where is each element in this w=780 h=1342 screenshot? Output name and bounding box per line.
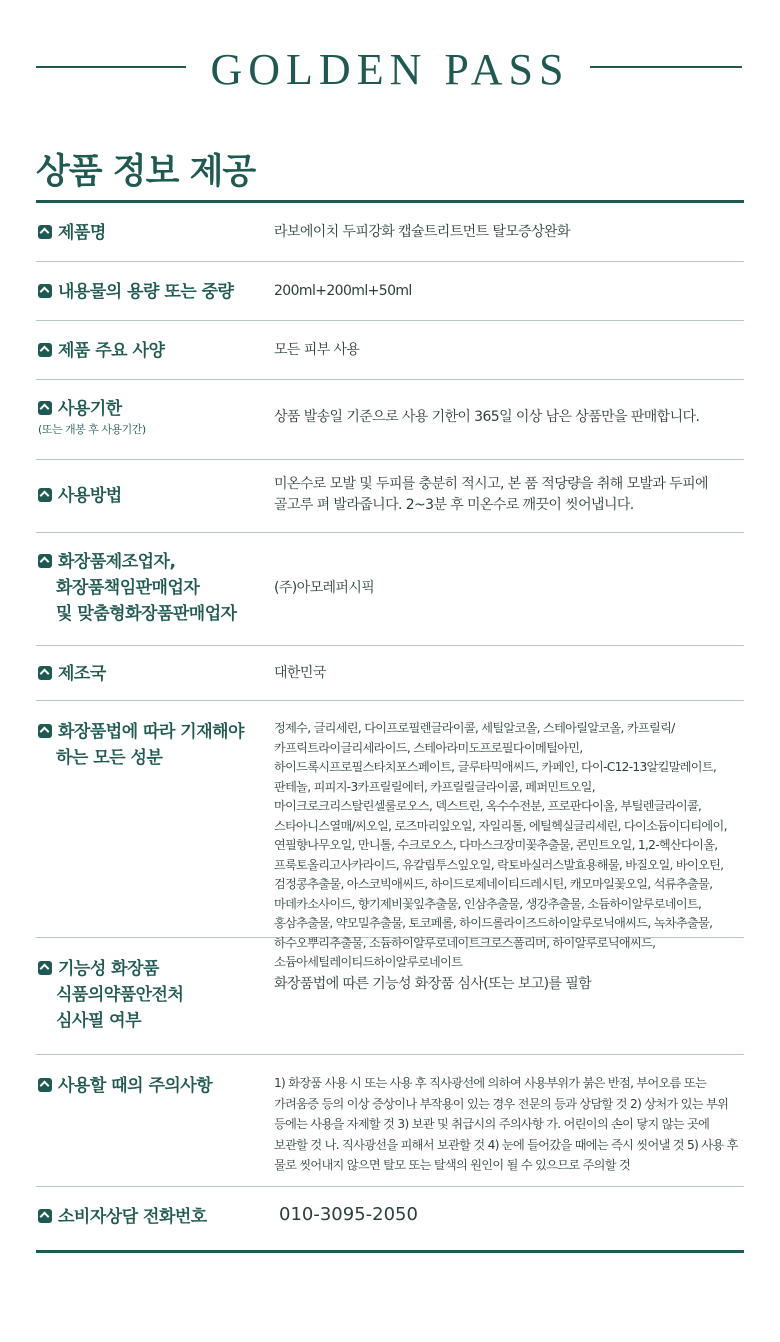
row-value: 화장품법에 따른 기능성 화장품 심사(또는 보고)를 필함 [274,976,592,992]
row-manufacturer [36,533,744,646]
chevron-up-icon [38,554,52,568]
row-label: 사용기한 (또는 개봉 후 사용기간) [38,399,146,436]
product-info-table [36,200,744,1253]
brand-title: GOLDEN PASS [210,45,570,94]
row-customer-phone [36,1187,744,1253]
row-label: 기능성 화장품 식품의약품안전처 심사필 여부 [38,956,183,1034]
brand-divider-right [590,66,742,68]
row-value: 미온수로 모발 및 두피를 충분히 적시고, 본 품 적당량을 취해 모발과 두피에 골고루 펴 발라줍니다. 2~3분 후 미온수로 깨끗이 씻어냅니다. [274,476,708,513]
chevron-up-icon [38,1209,52,1223]
row-precautions [36,1055,744,1187]
row-label: 화장품제조업자, 화장품책임판매업자 및 맞춤형화장품판매업자 [38,549,237,627]
chevron-up-icon [38,488,52,502]
row-product-name [36,203,744,262]
chevron-up-icon [38,724,52,738]
row-country [36,646,744,701]
row-label: 화장품법에 따라 기재해야 하는 모든 성분 [38,719,244,771]
row-value: 정제수, 글리세린, 다이프로필렌글라이콜, 세틸알코올, 스테아릴알코올, 카프릴릭/카프릭트라이글리세라이드, 스테아라미도프로필다이메틸아민, 하이드록시프로필스타치포스페이트, 글루타믹애씨드, 카페인, 다이-C12-13알킬말레이트, 판테놀, 피피지-3카프릴릴에터, 카프릴릴글라이콜, 페퍼민트오일, 마이크로크리스탈린셀룰로오스, 덱스트린, 옥수수전분, 프로판다이올, 부틸렌글라이콜, 스타아니스열매/씨오일, 로즈마리잎오일, 자일리톨, 에틸헥실글리세린, 다이소듐이디티에이, 연필향나무오일, 만니톨, 수크로오스, 다마스크장미꽃추출물, 콘민트오일, 1,2-헥산다이올, 프룩토올리고사카라이드, 유칼립투스잎오일, 락토바실러스발효용해물, 바질오일, 바이오틴, 검정콩추출물, 아스코빅애씨드, 하이드로제네이티드레시틴, 캐모마일꽃오일, 석류추출물, 마데카소사이드, 향기제비꽃잎추출물, 인삼추출물, 생강추출물, 소듐하이알루로네이트, 홍삼추출물, 약모밀추출물, 토코페롤, 하이드롤라이즈드하이알루로닉애씨드, 녹차추출물, 하수오뿌리추출물, 소듐하이알루로네이트크로스폴리머, 하이알루로닉애씨드, 소듐아세틸레이티드하이알루로네이트 [274,721,727,969]
chevron-up-icon [38,401,52,415]
row-value: 1) 화장품 사용 시 또는 사용 후 직사광선에 의하여 사용부위가 붉은 반점, 부어오름 또는 가려움증 등의 이상 증상이나 부작용이 있는 경우 전문의 등과 상담할 것 2) 상처가 있는 부위 등에는 사용을 자제할 것 3) 보관 및 취급시의 주의사항 가. 어린이의 손이 닿지 않는 곳에 보관할 것 나. 직사광선을 피해서 보관할 것 4) 눈에 들어갔을 때에는 즉시 씻어낼 것 5) 사용 후 물로 씻어내지 않으면 탈모 또는 탈색의 원인이 될 수 있으므로 주의할 것 [274,1076,738,1172]
page-title: 상품 정보 제공 [36,152,256,192]
row-functional-cosmetic [36,938,744,1055]
chevron-up-icon [38,225,52,239]
row-label: 제품명 [38,220,106,246]
chevron-up-icon [38,284,52,298]
chevron-up-icon [38,1078,52,1092]
row-value: 상품 발송일 기준으로 사용 기한이 365일 이상 남은 상품만을 판매합니다. [274,409,700,425]
row-usage [36,460,744,533]
row-value: 모든 피부 사용 [274,342,360,358]
row-label: 소비자상담 전화번호 [38,1204,207,1230]
row-specification [36,321,744,380]
row-value: 200ml+200ml+50ml [274,283,412,299]
row-value: 라보에이치 두피강화 캡슐트리트먼트 탈모증상완화 [274,224,570,240]
row-ingredients [36,701,744,969]
row-label: 사용할 때의 주의사항 [38,1073,212,1099]
row-expiry [36,380,744,460]
row-value: (주)아모레퍼시픽 [274,580,375,596]
chevron-up-icon [38,666,52,680]
customer-phone-number[interactable]: 010-3095-2050 [279,1204,418,1225]
row-volume [36,262,744,321]
row-label: 제품 주요 사양 [38,338,164,364]
brand-header [0,40,780,96]
row-label: 내용물의 용량 또는 중량 [38,279,233,305]
chevron-up-icon [38,961,52,975]
row-label: 제조국 [38,661,106,687]
row-value: 대한민국 [274,665,326,681]
chevron-up-icon [38,343,52,357]
row-label: 사용방법 [38,483,122,509]
